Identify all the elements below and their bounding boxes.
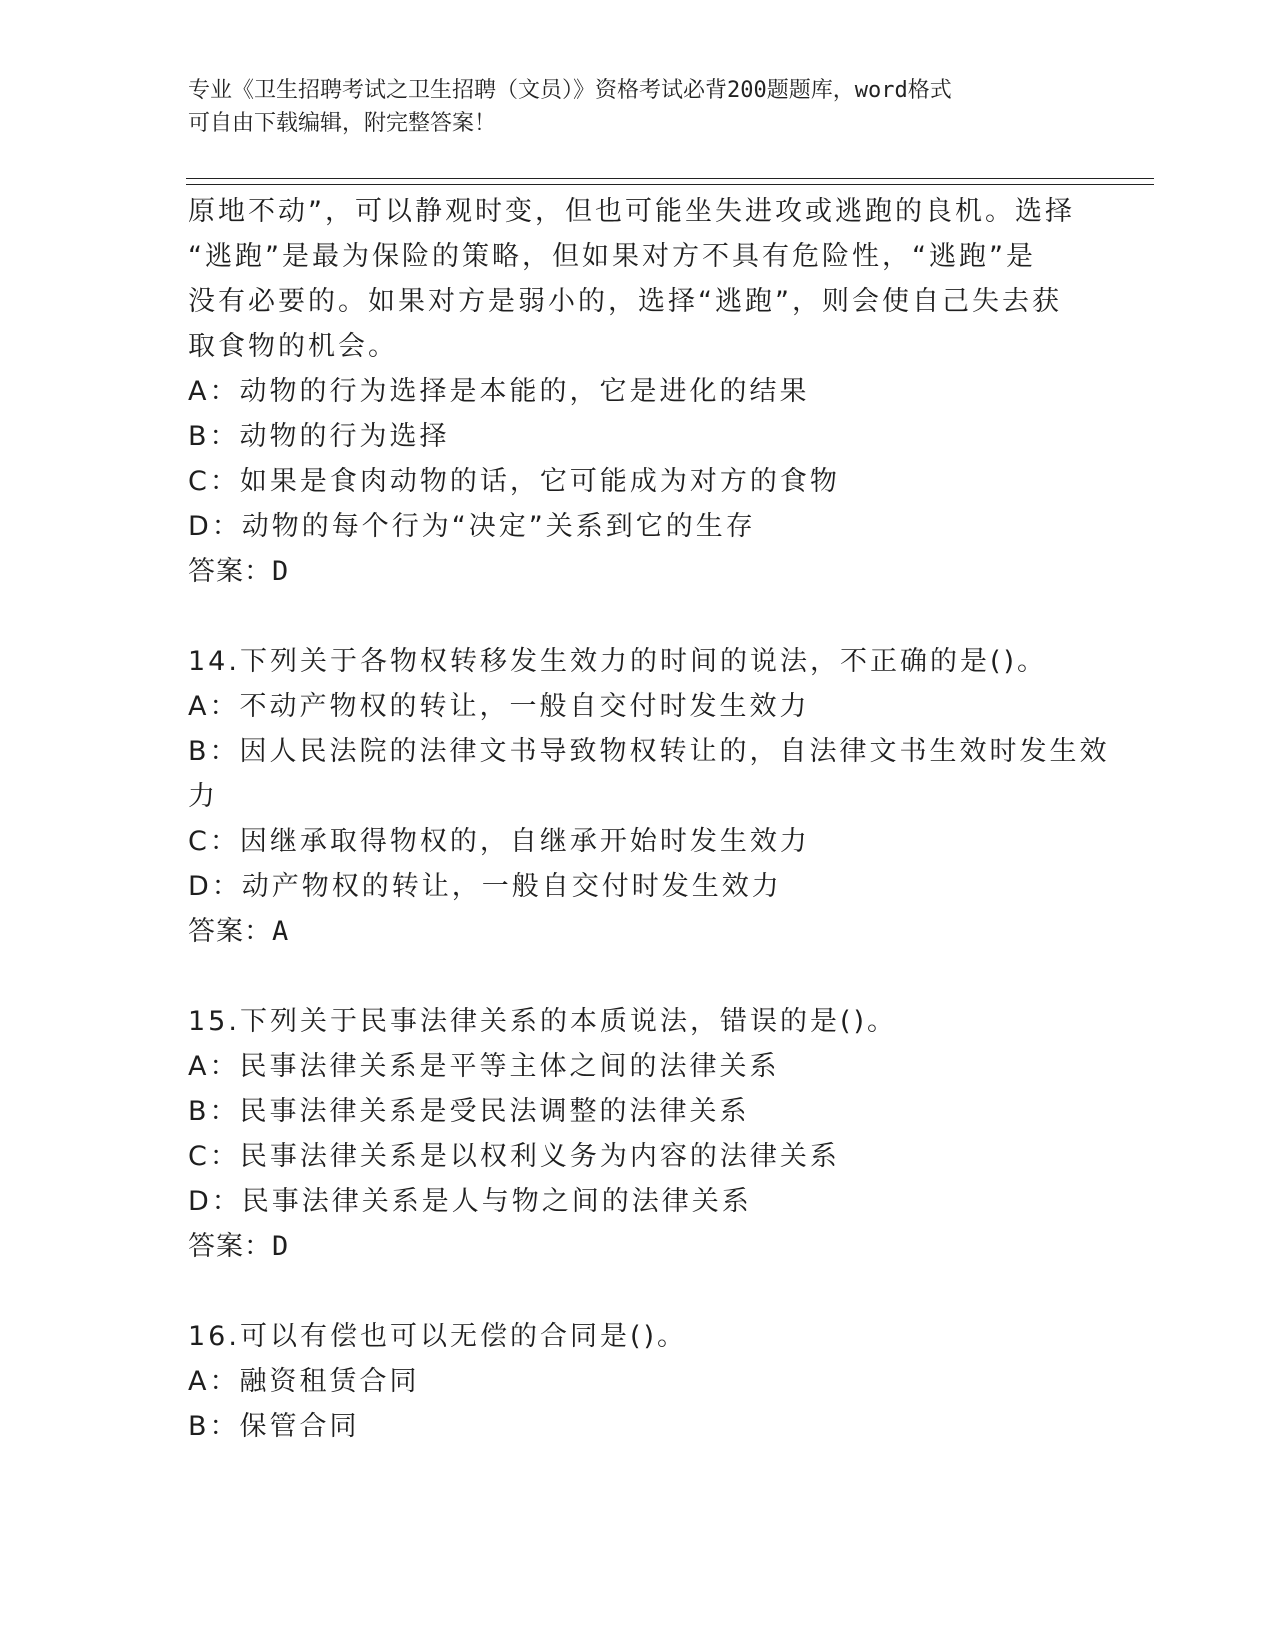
option-b: B：民事法律关系是受民法调整的法律关系 bbox=[188, 1096, 750, 1127]
answer-label: 答案：D bbox=[188, 556, 290, 587]
option-a: A：不动产物权的转让，一般自交付时发生效力 bbox=[188, 691, 810, 722]
header-divider-bottom bbox=[186, 184, 1154, 185]
option-c: C：因继承取得物权的，自继承开始时发生效力 bbox=[188, 826, 810, 857]
header-title-line-2: 可自由下载编辑，附完整答案！ bbox=[188, 111, 497, 136]
option-a: A：民事法律关系是平等主体之间的法律关系 bbox=[188, 1051, 780, 1082]
question-stem: 14.下列关于各物权转移发生效力的时间的说法，不正确的是()。 bbox=[188, 646, 1048, 677]
question-15 bbox=[188, 999, 1068, 1269]
answer-label: 答案：D bbox=[188, 1231, 290, 1262]
option-b: B：动物的行为选择 bbox=[188, 421, 450, 452]
question-text-line: “逃跑”是最为保险的策略，但如果对方不具有危险性，“逃跑”是 bbox=[188, 241, 1036, 272]
option-d: D：动产物权的转让，一般自交付时发生效力 bbox=[188, 871, 782, 902]
question-text-line: 取食物的机会。 bbox=[188, 331, 398, 362]
question-16 bbox=[188, 1314, 1068, 1449]
option-a: A：动物的行为选择是本能的，它是进化的结果 bbox=[188, 376, 810, 407]
question-14 bbox=[188, 639, 1110, 954]
question-text-line: 没有必要的。如果对方是弱小的，选择“逃跑”，则会使自己失去获 bbox=[188, 286, 1062, 317]
question-stem: 16.可以有偿也可以无偿的合同是()。 bbox=[188, 1321, 688, 1352]
header-divider-top bbox=[186, 178, 1154, 179]
document-header bbox=[188, 74, 1068, 140]
option-d: D：民事法律关系是人与物之间的法律关系 bbox=[188, 1186, 752, 1217]
option-b-continued: 力 bbox=[188, 781, 218, 812]
question-text-line: 原地不动”，可以静观时变，但也可能坐失进攻或逃跑的良机。选择 bbox=[188, 196, 1075, 227]
spacer bbox=[188, 594, 1068, 639]
document-body bbox=[188, 189, 1110, 1449]
option-d: D：动物的每个行为“决定”关系到它的生存 bbox=[188, 511, 756, 542]
answer-label: 答案：A bbox=[188, 916, 290, 947]
option-b: B：保管合同 bbox=[188, 1411, 360, 1442]
option-c: C：如果是食肉动物的话，它可能成为对方的食物 bbox=[188, 466, 840, 497]
spacer bbox=[188, 954, 1068, 999]
question-stem: 15.下列关于民事法律关系的本质说法，错误的是()。 bbox=[188, 1006, 898, 1037]
option-c: C：民事法律关系是以权利义务为内容的法律关系 bbox=[188, 1141, 840, 1172]
option-a: A：融资租赁合同 bbox=[188, 1366, 420, 1397]
option-b: B：因人民法院的法律文书导致物权转让的，自法律文书生效时发生效 bbox=[188, 736, 1110, 767]
question-13-continuation bbox=[188, 189, 1075, 594]
header-title-line-1: 专业《卫生招聘考试之卫生招聘（文员）》资格考试必背200题题库，word格式 bbox=[188, 78, 952, 103]
spacer bbox=[188, 1269, 1068, 1314]
